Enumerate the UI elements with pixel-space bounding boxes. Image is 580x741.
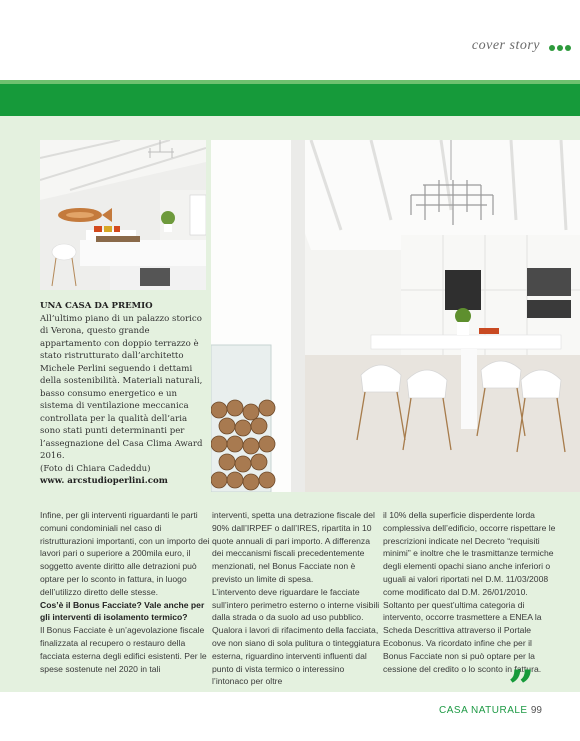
dot-icon [557, 45, 563, 51]
three-dots-icon [549, 45, 571, 51]
dot-icon [565, 45, 571, 51]
page-number: 99 [530, 705, 542, 716]
text-column-1 [40, 509, 210, 675]
paragraph: Il Bonus Facciate è un’agevolazione fiscale finalizzata al recupero o restauro della facciata esterna degli edifici esistenti. Per le spese sostenute nel 2020 in tali [40, 625, 207, 674]
page-footer [439, 705, 542, 716]
caption-credit: (Foto di Chiara Cadeddu) [40, 463, 151, 474]
closing-quote-mark: ” [508, 660, 535, 714]
dot-icon [549, 45, 555, 51]
header-stripe [0, 80, 580, 84]
text-column-3 [383, 509, 558, 675]
paragraph: Infine, per gli interventi riguardanti le parti comuni condominiali nel caso di ristrutturazioni importanti, con un importo dei lavori pari o superiore a 200mila euro, il soggetto avente diritto alle detrazioni può optare per lo sconto in fattura, in luogo dell’utilizzo diretto delle stesse. [40, 510, 210, 597]
caption-title: UNA CASA DA PREMIO [40, 301, 153, 311]
paragraph: il 10% della superficie disperdente lorda complessiva dell’edificio, occorre rispettare le prescrizioni indicate nel Decreto “requisiti minimi” e inoltre che le trasmittanze termiche degli elementi opachi siano anche inferiori o uguali ai valori riportati nel D.M. 11/03/2008 come modificato dal D.M. 26/01/2010. Soltanto per quest’ultima categoria di intervento, occorre trasmettere a ENEA la Scheda Descrittiva attraverso il Portale Ecobonus. Va ricordato infine che per il Bonus Facciate non si può optare per la cessione del credito o lo sconto in fattura. [383, 510, 556, 674]
header-band [0, 80, 580, 116]
kitchen-photo-large [211, 140, 580, 492]
kitchen-photo-small [40, 140, 206, 290]
caption-body: All’ultimo piano di un palazzo storico di Verona, questo grande appartamento con doppio terrazzo è stato ristrutturato dall’architetto Michele Perlini seguendo i dettami della sostenibilità. Materiali naturali, basso consumo energetico e un sistema di ventilazione meccanica controllata per la qualità dell’aria sono stati punti determinanti per l’assegnazione del Casa Clima Award 2016. [40, 313, 203, 461]
paragraph: interventi, spetta una detrazione fiscale del 90% dall’IRPEF o dall’IRES, ripartita in 10 quote annuali di pari importo. A differenza dei meccanismi fiscali precedentemente menzionati, nel Bonus Facciate non è previsto un limite di spesa. [212, 510, 375, 584]
text-column-2 [212, 509, 382, 688]
magazine-name: CASA NATURALE [439, 705, 528, 716]
photo-caption [40, 300, 206, 488]
question-heading: Cos’è il Bonus Facciate? Vale anche per gli interventi di isolamento termico? [40, 599, 205, 623]
caption-url: www. arcstudioperlini.com [40, 476, 168, 486]
paragraph: L’intervento deve riguardare le facciate sull’intero perimetro esterno o interne visibili dalla strada o da suolo ad uso pubblico. Qualora i lavori di rifacimento della facciata, ove non siano di sola pulitura o tinteggiatura esterna, riguardino interventi influenti dal punto di vista termico o interessino l’intonaco per oltre [212, 586, 381, 687]
section-label: cover story [471, 38, 540, 53]
